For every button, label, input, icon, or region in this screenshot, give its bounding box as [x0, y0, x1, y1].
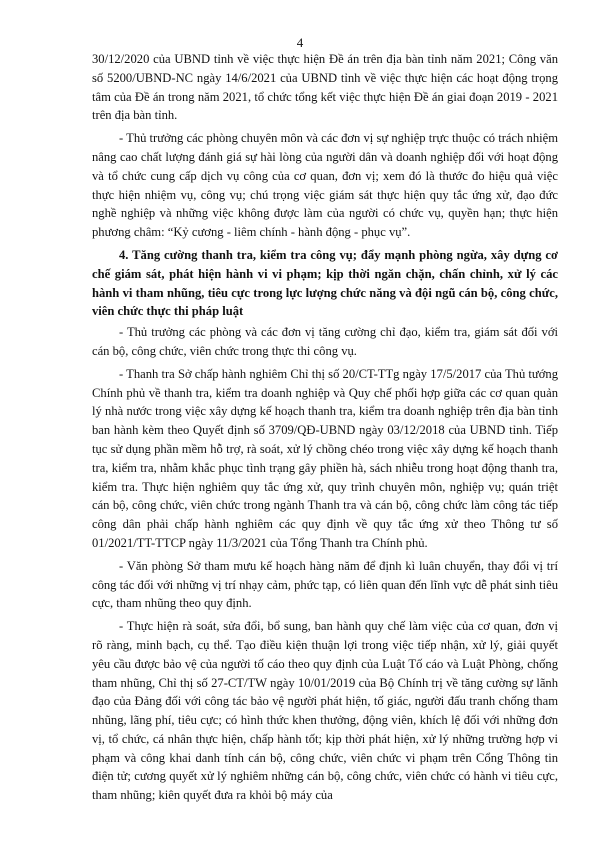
- paragraph-continued: 30/12/2020 của UBND tỉnh về việc thực hiện Đề án trên địa bàn tỉnh năm 2021; Công văn số 5200/UBND-NC ngày 14/6/2021 của UBND tỉnh về việc thực hiện các hoạt động trọng tâm của Đề án trong năm 2021, tổ chức tổng kết việc thực hiện Đề án giai đoạn 2019 - 2021 trên địa bàn tỉnh.: [92, 52, 558, 123]
- paragraph-review-regulations: - Thực hiện rà soát, sửa đổi, bổ sung, ban hành quy chế làm việc của cơ quan, đơn vị rõ ràng, minh bạch, cụ thể. Tạo điều kiện thuận lợi trong việc tiếp nhận, xử lý, giải quyết yêu cầu được bảo vệ của người tố cáo theo quy định của Luật Tố cáo và Luật Phòng, chống tham nhũng, Chỉ thị số 27-CT/TW ngày 10/01/2019 của Bộ Chính trị về tăng cường sự lãnh đạo của Đảng đối với công tác bảo vệ người phát hiện, tố giác, người đấu tranh chống tham nhũng, lãng phí, tiêu cực; có hình thức khen thưởng, động viên, khích lệ đối với những đơn vị, tổ chức, cá nhân thực hiện, chấp hành tốt; kịp thời phát hiện, xử lý những trường hợp vi phạm và công khai danh tính cán bộ, công chức, viên chức vi phạm trên Cổng Thông tin điện tử; cương quyết xử lý nghiêm những cán bộ, công chức, viên chức có hành vi tiêu cực, tham nhũng; kiên quyết đưa ra khỏi bộ máy của: [92, 619, 558, 803]
- section-heading-4: 4. Tăng cường thanh tra, kiểm tra công vụ; đẩy mạnh phòng ngừa, xây dựng cơ chế giám sát, phát hiện hành vi vi phạm; kịp thời ngăn chặn, chấn chỉnh, xử lý các hành vi tham nhũng, tiêu cực trong lực lượng chức năng và đội ngũ cán bộ, công chức, viên chức thực thi pháp luật: [92, 247, 558, 319]
- paragraph-supervision: - Thủ trưởng các phòng và các đơn vị tăng cường chỉ đạo, kiểm tra, giám sát đối với cán bộ, công chức, viên chức trong thực thi công vụ.: [92, 325, 558, 358]
- paragraph-office-rotation: - Văn phòng Sở tham mưu kế hoạch hàng năm để định kì luân chuyển, thay đổi vị trí công tác đối với những vị trí nhạy cảm, phức tạp, có liên quan đến lĩnh vực dễ phát sinh tiêu cực, tham nhũng theo quy định.: [92, 558, 558, 611]
- document-body: [92, 50, 558, 806]
- page-number: 4: [296, 35, 304, 50]
- paragraph-inspectorate: - Thanh tra Sở chấp hành nghiêm Chỉ thị số 20/CT-TTg ngày 17/5/2017 của Thủ tướng Chính phủ về thanh tra, kiểm tra doanh nghiệp và Quy chế phối hợp giữa các cơ quan quản lý nhà nước trong việc xây dựng kế hoạch thanh tra, kiểm tra doanh nghiệp trên địa bàn tỉnh ban hành kèm theo Quyết định số 3709/QĐ-UBND ngày 03/12/2018 của UBND tỉnh. Tiếp tục sử dụng phần mềm hỗ trợ, rà soát, xử lý chồng chéo trong việc xây dựng kế hoạch thanh tra, kiểm tra, nhằm khắc phục tình trạng gây phiền hà, sách nhiễu trong hoạt động thanh tra, kiểm tra. Thực hiện nghiêm quy tắc ứng xử, quy trình chuyên môn, nghiệp vụ; quán triệt cán bộ, công chức, viên chức trong ngành Thanh tra và cán bộ, công chức làm công tác tiếp công dân phải chấp hành nghiêm các quy định về quy tắc ứng xử theo Thông tư số 01/2021/TT-TTCP ngày 11/3/2021 của Tổng Thanh tra Chính phủ.: [92, 366, 558, 550]
- paragraph-satisfaction: - Thủ trưởng các phòng chuyên môn và các đơn vị sự nghiệp trực thuộc có trách nhiệm nâng cao chất lượng đánh giá sự hài lòng của người dân và doanh nghiệp đối với hoạt động và tổ chức cung cấp dịch vụ công của cơ quan, đơn vị; xem đó là thước đo hiệu quả việc thực hiện nhiệm vụ, công vụ; chú trọng việc giám sát thực hiện quy tắc ứng xử, đạo đức nghề nghiệp và những việc không được làm của người có chức vụ, quyền hạn; thực hiện phương châm: “Kỷ cương - liêm chính - hành động - phục vụ”.: [92, 131, 558, 240]
